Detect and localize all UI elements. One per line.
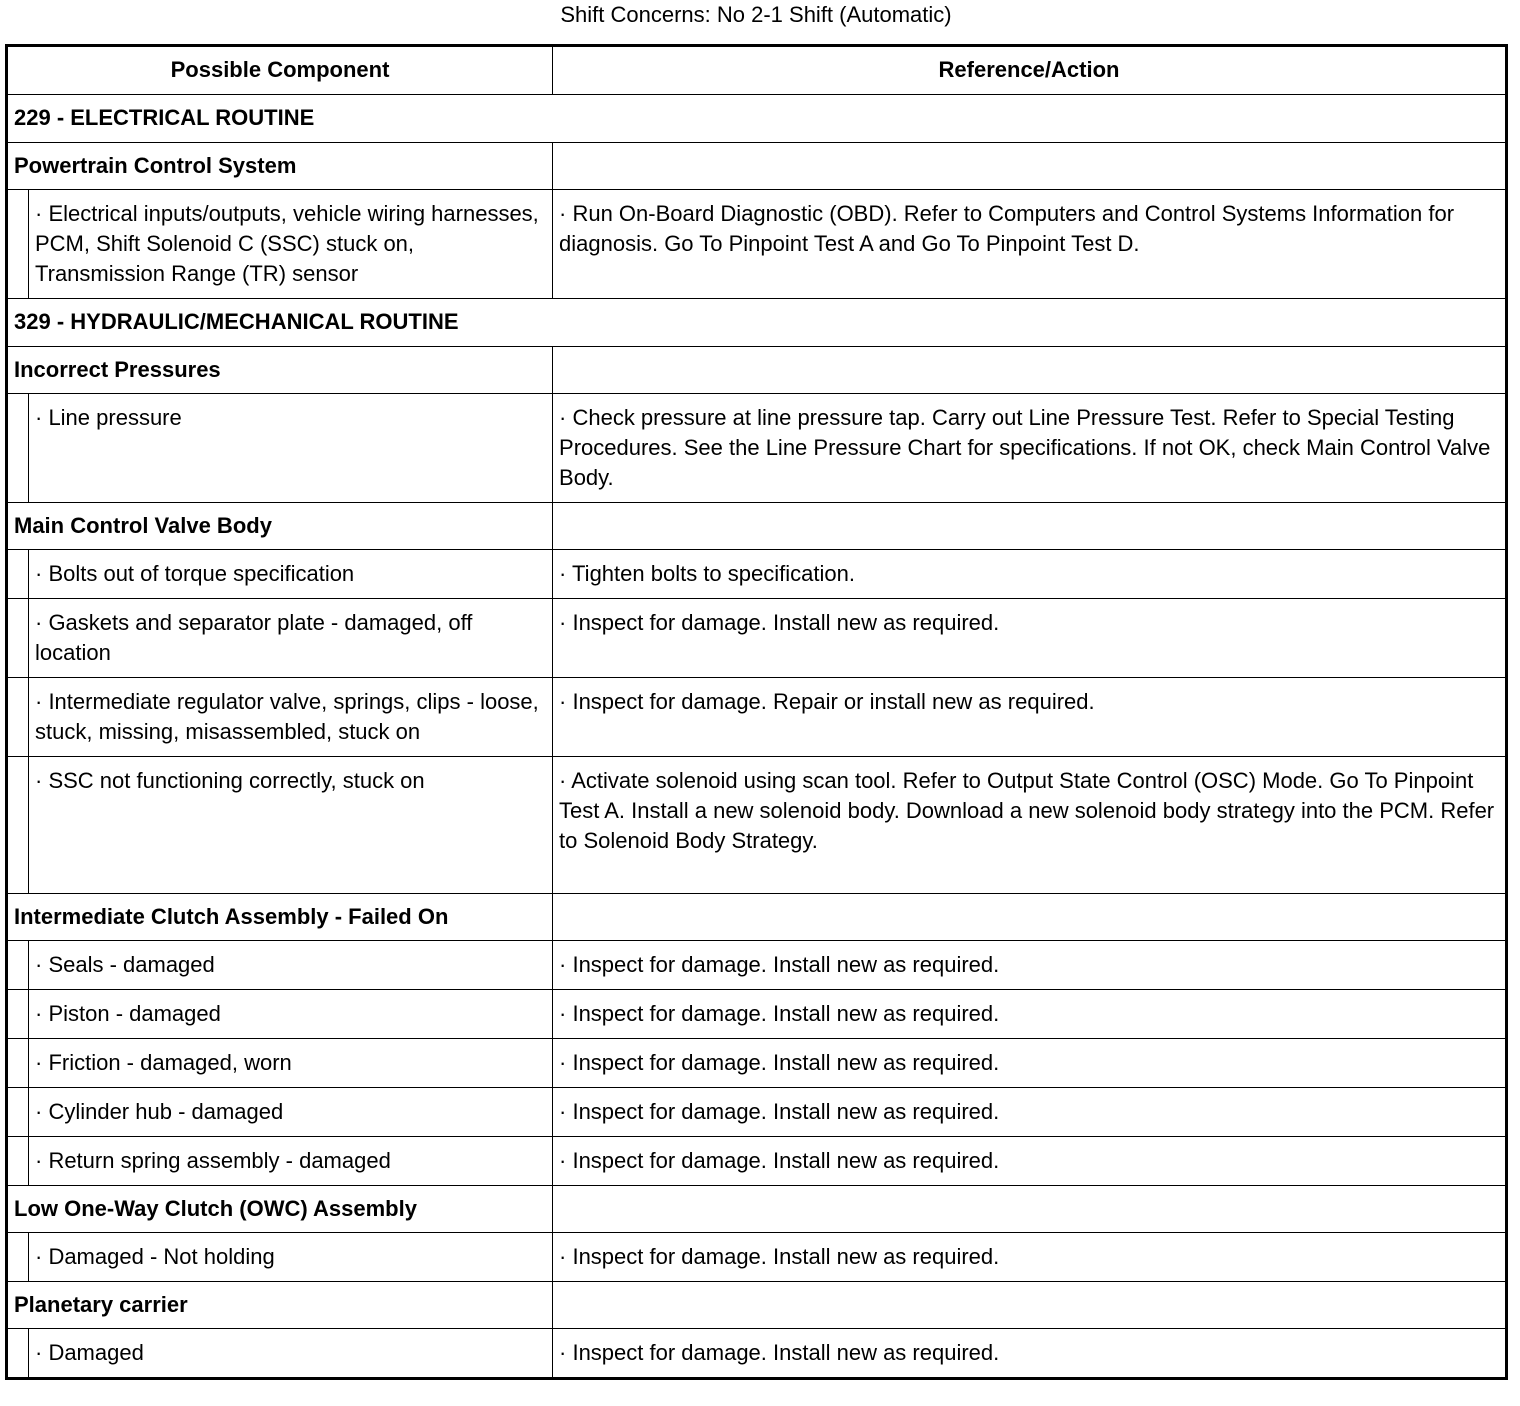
action-cell: · Inspect for damage. Repair or install new as required. [553,678,1507,757]
indent-cell [7,1329,29,1379]
section-row [7,299,1507,347]
table-row [7,550,1507,599]
group-label: Intermediate Clutch Assembly - Failed On [7,894,553,941]
group-action-empty [553,1186,1507,1233]
table-row [7,599,1507,678]
indent-cell [7,941,29,990]
group-label: Low One-Way Clutch (OWC) Assembly [7,1186,553,1233]
component-cell: · Gaskets and separator plate - damaged, off location [29,599,553,678]
group-label: Planetary carrier [7,1282,553,1329]
table-header-row [7,46,1507,95]
component-cell: · Damaged [29,1329,553,1379]
action-cell: · Inspect for damage. Install new as required. [553,1137,1507,1186]
action-cell: · Inspect for damage. Install new as required. [553,1329,1507,1379]
group-row [7,143,1507,190]
group-action-empty [553,894,1507,941]
group-action-empty [553,347,1507,394]
indent-cell [7,757,29,894]
table-row [7,1039,1507,1088]
table-row [7,394,1507,503]
table-row [7,1329,1507,1379]
action-cell: · Check pressure at line pressure tap. Carry out Line Pressure Test. Refer to Special Testing Procedures. See the Line Pressure Chart for specifications. If not OK, check Main Control Valve Body. [553,394,1507,503]
indent-cell [7,1088,29,1137]
action-cell: · Inspect for damage. Install new as required. [553,599,1507,678]
component-cell: · Damaged - Not holding [29,1233,553,1282]
component-cell: · Piston - damaged [29,990,553,1039]
group-row [7,347,1507,394]
indent-cell [7,190,29,299]
component-cell: · Seals - damaged [29,941,553,990]
indent-cell [7,678,29,757]
action-cell: · Activate solenoid using scan tool. Refer to Output State Control (OSC) Mode. Go To Pinpoint Test A. Install a new solenoid body. Download a new solenoid body strategy into the PCM. Refer to Solenoid Body Strategy. [553,757,1507,894]
action-cell: · Inspect for damage. Install new as required. [553,1088,1507,1137]
table-row [7,1233,1507,1282]
indent-cell [7,394,29,503]
group-action-empty [553,503,1507,550]
indent-cell [7,550,29,599]
component-cell: · SSC not functioning correctly, stuck on [29,757,553,894]
group-row [7,1186,1507,1233]
table-row [7,1137,1507,1186]
component-cell: · Line pressure [29,394,553,503]
indent-cell [7,1039,29,1088]
group-row [7,894,1507,941]
table-row [7,757,1507,894]
header-reference-action: Reference/Action [553,46,1507,95]
table-row [7,190,1507,299]
group-action-empty [553,1282,1507,1329]
action-cell: · Inspect for damage. Install new as required. [553,990,1507,1039]
component-cell: · Friction - damaged, worn [29,1039,553,1088]
indent-cell [7,1137,29,1186]
indent-cell [7,990,29,1039]
table-body [7,95,1507,1379]
group-label: Main Control Valve Body [7,503,553,550]
component-cell: · Return spring assembly - damaged [29,1137,553,1186]
component-cell: · Bolts out of torque specification [29,550,553,599]
component-cell: · Electrical inputs/outputs, vehicle wiring harnesses, PCM, Shift Solenoid C (SSC) stuck on, Transmission Range (TR) sensor [29,190,553,299]
action-cell: · Inspect for damage. Install new as required. [553,1039,1507,1088]
action-cell: · Inspect for damage. Install new as required. [553,1233,1507,1282]
group-label: Incorrect Pressures [7,347,553,394]
indent-cell [7,599,29,678]
group-row [7,503,1507,550]
table-row [7,1088,1507,1137]
shift-concerns-table [5,44,1508,1380]
table-row [7,678,1507,757]
indent-cell [7,1233,29,1282]
action-cell: · Tighten bolts to specification. [553,550,1507,599]
group-label: Powertrain Control System [7,143,553,190]
action-cell: · Run On-Board Diagnostic (OBD). Refer to Computers and Control Systems Information for diagnosis. Go To Pinpoint Test A and Go To Pinpoint Test D. [553,190,1507,299]
page-title: Shift Concerns: No 2-1 Shift (Automatic) [560,2,952,27]
header-possible-component: Possible Component [7,46,553,95]
table-row [7,990,1507,1039]
component-cell: · Cylinder hub - damaged [29,1088,553,1137]
group-row [7,1282,1507,1329]
section-row [7,95,1507,143]
section-label: 329 - HYDRAULIC/MECHANICAL ROUTINE [7,299,1507,347]
action-cell: · Inspect for damage. Install new as required. [553,941,1507,990]
group-action-empty [553,143,1507,190]
section-label: 229 - ELECTRICAL ROUTINE [7,95,1507,143]
component-cell: · Intermediate regulator valve, springs, clips - loose, stuck, missing, misassembled, stuck on [29,678,553,757]
table-row [7,941,1507,990]
